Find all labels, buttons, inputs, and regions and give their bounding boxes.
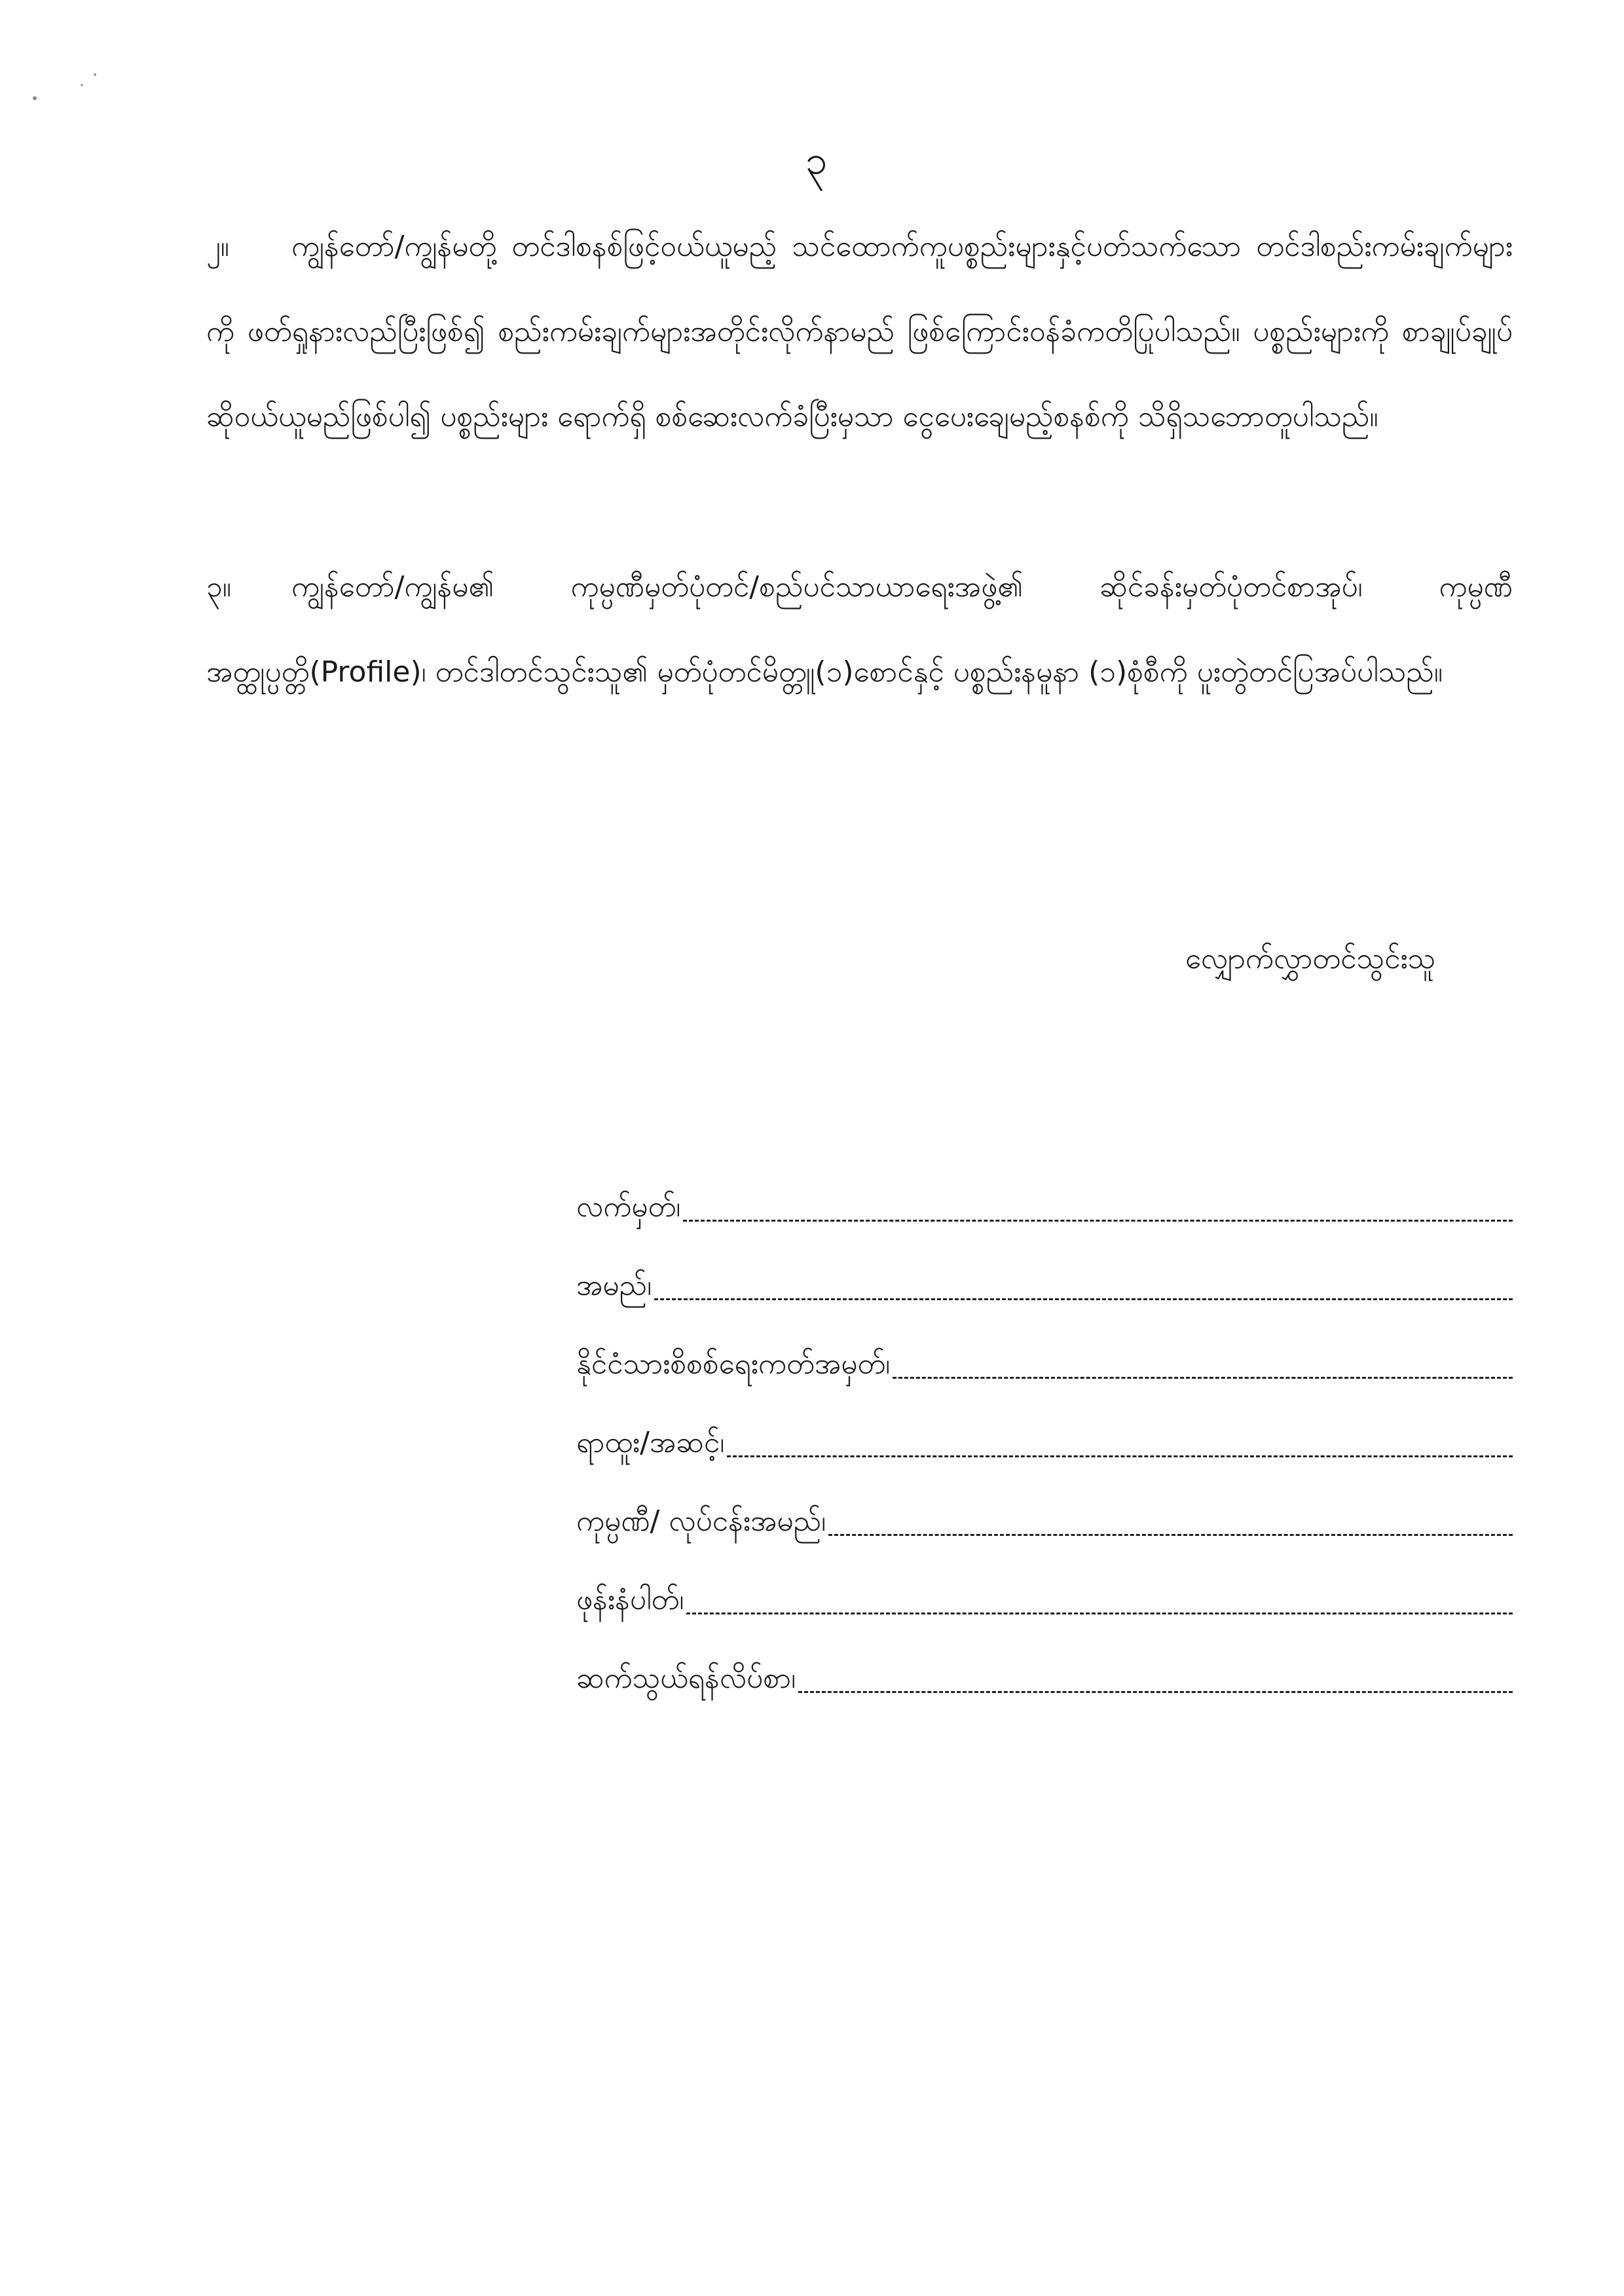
signer-title: လျှောက်လွှာတင်သွင်းသူ	[1185, 942, 1436, 975]
paragraph-2-text: ကျွန်တော်/ကျွန်မတို့ တင်ဒါစနစ်ဖြင့်ဝယ်ယူမည့် သင်ထောက်ကူပစ္စည်းများနှင့်ပတ်သက်သော တင်ဒါစည်းကမ်းချက်များကို ဖတ်ရှုနားလည်ပြီးဖြစ်၍ စည်းကမ်းချက်များအတိုင်းလိုက်နာမည် ဖြစ်ကြောင်းဝန်ခံကတိပြုပါသည်။ ပစ္စည်းများကို စာချုပ်ချုပ်ဆိုဝယ်ယူမည်ဖြစ်ပါ၍ ပစ္စည်းများ ရောက်ရှိ စစ်ဆေးလက်ခံပြီးမှသာ ငွေပေးချေမည့်စနစ်ကို သိရှိသဘောတူပါသည်။	[206, 230, 1513, 433]
address-field	[576, 1624, 1513, 1702]
phone-field-label: ဖုန်းနံပါတ်၊	[576, 1583, 684, 1616]
paragraph-2-body	[206, 204, 1513, 460]
company-field-label: ကုမ္ပဏီ/ လုပ်ငန်းအမည်၊	[576, 1504, 826, 1538]
paragraph-3-marker: ၃။	[206, 570, 232, 604]
position-field-label: ရာထူး/အဆင့်၊	[576, 1426, 725, 1459]
company-field-line[interactable]	[828, 1533, 1513, 1536]
address-field-line[interactable]	[798, 1690, 1513, 1693]
page-number: ၃	[805, 137, 828, 183]
position-field	[576, 1388, 1513, 1467]
paragraph-3	[206, 545, 1513, 715]
paragraph-3-body	[206, 545, 1513, 715]
name-field-line[interactable]	[654, 1298, 1513, 1300]
nrc-field-label: နိုင်ငံသားစိစစ်ရေးကတ်အမှတ်၊	[576, 1347, 891, 1381]
phone-field	[576, 1545, 1513, 1624]
name-field	[576, 1231, 1513, 1309]
paragraph-2-marker: ၂။	[206, 230, 229, 263]
signature-field-label: လက်မှတ်၊	[576, 1190, 681, 1224]
address-field-label: ဆက်သွယ်ရန်လိပ်စာ၊	[576, 1662, 796, 1695]
signature-field	[576, 1152, 1513, 1231]
phone-field-line[interactable]	[686, 1612, 1513, 1614]
paragraph-3-text: ကျွန်တော်/ကျွန်မ၏ ကုမ္ပဏီမှတ်ပုံတင်/စည်ပင်သာယာရေးအဖွဲ့၏ ဆိုင်ခန်းမှတ်ပုံတင်စာအုပ်၊ ကုမ္ပဏီအတ္ထုပ္ပတ္တိ(Profile)၊ တင်ဒါတင်သွင်းသူ၏ မှတ်ပုံတင်မိတ္တူ(၁)စောင်နှင့် ပစ္စည်းနမူနာ (၁)စုံစီကို ပူးတွဲတင်ပြအပ်ပါသည်။	[206, 570, 1513, 689]
scan-specks	[29, 65, 108, 105]
paragraph-2	[206, 204, 1513, 460]
signature-field-line[interactable]	[683, 1219, 1513, 1222]
company-field	[576, 1467, 1513, 1545]
signature-fields	[576, 1152, 1513, 1702]
position-field-line[interactable]	[727, 1455, 1513, 1457]
nrc-field-line[interactable]	[893, 1376, 1513, 1379]
name-field-label: အမည်၊	[576, 1269, 652, 1302]
nrc-field	[576, 1309, 1513, 1388]
